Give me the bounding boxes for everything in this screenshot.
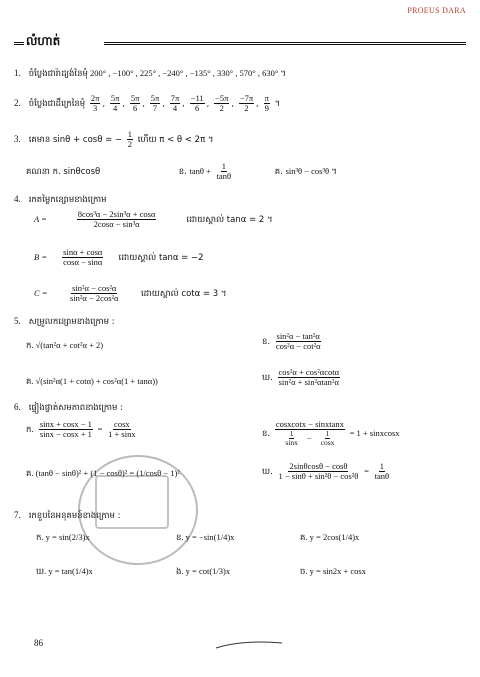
angle-fraction: $\frac{5\pi}{4}$	[110, 93, 120, 113]
signature-swoosh	[214, 640, 284, 650]
exercise-lead: ចំប្លែងជាដឺក្រេនៃមុំ	[28, 98, 86, 109]
comma-separator: ,	[142, 98, 148, 109]
exercise-3	[14, 130, 214, 149]
exercise-1	[14, 68, 286, 81]
exercise-number: 7.	[14, 510, 21, 520]
part-b	[262, 420, 400, 447]
angle-fraction: $\frac{-11}{6}$	[190, 93, 204, 113]
exercise-3-parts	[26, 162, 337, 181]
comma-separator: ,	[122, 98, 128, 109]
header-rule	[104, 42, 466, 45]
expression-A	[34, 210, 273, 229]
function-item: ខ. y = −sin(1/4)x	[176, 532, 235, 542]
fraction: $\frac{1}{2}$	[127, 129, 132, 149]
exercise-lead: គេមាន sinθ + cosθ = −	[28, 134, 123, 145]
expr-lhs: A =	[34, 213, 47, 224]
angle-fraction: $\frac{7\pi}{4}$	[170, 93, 180, 113]
equals: = 1 + sinxcosx	[349, 427, 400, 438]
comma-separator: ,	[206, 98, 213, 109]
part-d	[262, 462, 392, 481]
fraction: $\frac{\text{sin²α − cos²α}}{\text{sin²α − 2cos²α}}$	[69, 283, 119, 303]
section-title: លំហាត់	[26, 34, 61, 48]
expr: គ. √(sin²α(1 + cotα) + cos²α(1 + tanα))	[26, 376, 158, 386]
angle-fraction: $\frac{-7\pi}{2}$	[239, 93, 254, 113]
exercise-number: 1.	[14, 68, 21, 78]
exercise-condition: ហើយ π < θ < 2π ។	[137, 134, 214, 145]
exercise-6	[14, 402, 123, 415]
exercise-2	[14, 94, 280, 113]
exercise-text: ចំប្លែងជារ៉ាដ្យង់នៃមុំ 200° , −100° , 225° , −240° , −135° , 330° , 570° , 630° ។	[28, 68, 286, 78]
expr-lhs: B =	[34, 251, 48, 262]
function-item: ក. y = sin(2/3)x	[36, 532, 90, 542]
part-b	[262, 332, 324, 351]
fraction: cosxcotx − sinxtanx $\frac{1}{\sin x}$ − $\frac{1}{\cos x}$	[275, 419, 344, 447]
fraction: $\frac{\sin x + \cos x - 1}{\sin x - \cos x + 1}$	[39, 419, 92, 439]
part-label: ឃ.	[262, 372, 273, 383]
equals: =	[364, 465, 369, 476]
exercise-end: ។	[274, 98, 281, 109]
fraction: $\frac{1}{\tan\theta}$	[216, 161, 232, 181]
exercise-lead: សម្រួលកន្សោមខាងក្រោម :	[28, 317, 115, 327]
exercise-lead: រកខួបនៃអនុគមន៍ខាងក្រោម :	[28, 511, 121, 521]
comma-separator: ,	[256, 98, 262, 109]
exercise-lead: រកតម្លៃកន្សោមខាងក្រោម	[28, 195, 107, 205]
part-c-label: គ.	[274, 166, 283, 177]
expr: ក. √(tan²α + cot²α + 2)	[26, 340, 104, 350]
header-dash	[14, 42, 24, 45]
expression-C	[34, 284, 226, 303]
angle-fraction: $\frac{-5\pi}{2}$	[215, 93, 229, 113]
fraction: $\frac{\sin\alpha + \cos\alpha}{\cos\alpha - \sin\alpha}$	[63, 247, 103, 267]
part-label: ខ.	[262, 428, 271, 439]
exercise-4	[14, 194, 106, 207]
page-number: 86	[34, 638, 43, 648]
exercise-number: 6.	[14, 402, 21, 412]
function-item: ច. y = sin2x + cosx	[300, 566, 366, 576]
angle-fraction: $\frac{5\pi}{7}$	[150, 93, 160, 113]
part-a	[26, 340, 103, 353]
library-stamp-center	[95, 475, 169, 529]
part-c-expr: sin³θ − cos³θ ។	[285, 165, 337, 176]
fraction: $\frac{\text{cos²α + cos²αcotα}}{\text{sin²α + sin²αtan²α}}$	[278, 367, 340, 387]
section-header	[14, 36, 466, 50]
function-item: ឃ. y = tan(1/4)x	[36, 566, 93, 576]
expr-condition: ដោយស្គាល់ tanα = 2 ។	[186, 214, 273, 225]
comma-separator: ,	[231, 98, 237, 109]
fraction: $\frac{\cos x}{1 + \sin x}$	[108, 419, 136, 439]
comma-separator: ,	[102, 98, 108, 109]
function-item: ង. y = cot(1/3)x	[176, 566, 231, 576]
expr: គ. (tanθ − sinθ)² + (1 − cosθ)² = (1/cosθ − 1)²	[26, 468, 180, 478]
part-d	[262, 368, 342, 387]
comma-separator: ,	[182, 98, 188, 109]
part-label: ឃ.	[262, 466, 273, 477]
function-item: គ. y = 2cos(1/4)x	[300, 532, 360, 542]
part-a: គណនា ក. sinθcosθ	[26, 166, 101, 177]
exercise-5	[14, 316, 115, 329]
brand-label: PROEUS DARA	[407, 6, 466, 15]
fraction: $\frac{2\sin\theta\cos\theta - \cos\theta}{\text{1 − sinθ + sin²θ − cos²θ}}$	[278, 461, 359, 481]
exercise-number: 2.	[14, 97, 21, 108]
part-label: ក.	[26, 424, 35, 435]
angle-fraction-list	[88, 93, 272, 113]
exercise-lead: ផ្ទៀងផ្ទាត់សមភាពខាងក្រោម :	[28, 403, 123, 413]
expr-lhs: C =	[34, 287, 48, 298]
exercise-number: 5.	[14, 316, 21, 326]
part-c	[26, 376, 158, 389]
exercise-number: 4.	[14, 194, 21, 204]
part-a	[26, 420, 139, 439]
expr-condition: ដោយស្គាល់ cotα = 3 ។	[140, 288, 227, 299]
exercise-number: 3.	[14, 133, 21, 144]
angle-fraction: $\frac{5\pi}{6}$	[130, 93, 140, 113]
part-label: ខ.	[262, 336, 271, 347]
fraction: $\frac{\text{sin²α − tan²α}}{\text{cos²α − cot²α}}$	[275, 331, 321, 351]
equals: =	[97, 423, 103, 434]
angle-fraction: $\frac{\pi}{9}$	[264, 93, 269, 113]
part-b-expr: tanθ +	[189, 165, 211, 176]
fraction: $\frac{\text{8cos³α − 2sin³α + cosα}}{\text{2cosα − sin³α}}$	[77, 209, 156, 229]
expression-B	[34, 248, 204, 267]
fraction: $\frac{1}{\tan\theta}$	[374, 461, 390, 481]
expr-condition: ដោយស្គាល់ tanα = −2	[118, 252, 204, 263]
part-b-label: ខ.	[178, 166, 187, 177]
angle-fraction: $\frac{2\pi}{3}$	[90, 93, 100, 113]
comma-separator: ,	[162, 98, 168, 109]
